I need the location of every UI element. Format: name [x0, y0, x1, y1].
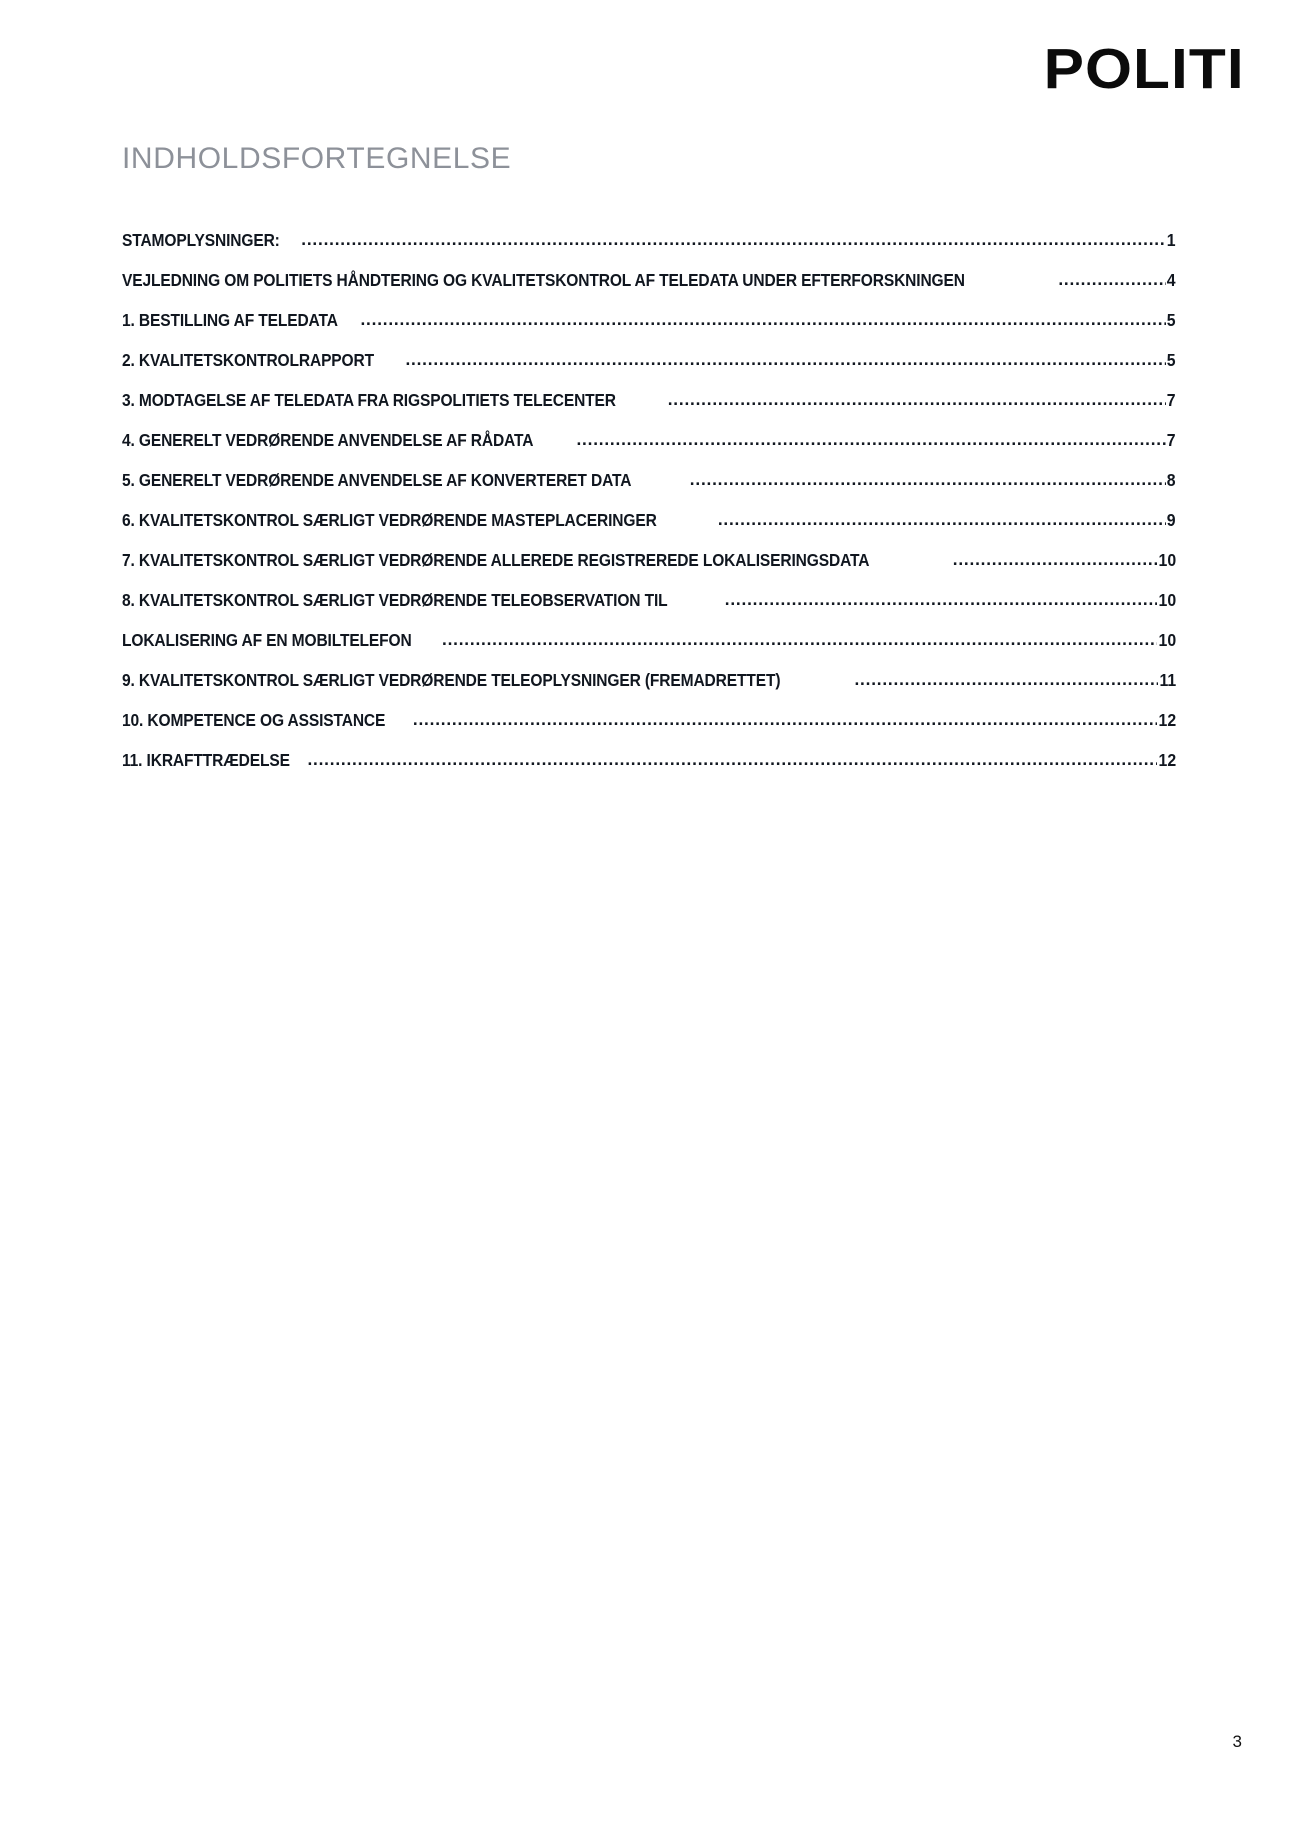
toc-entry[interactable] [122, 430, 1176, 470]
toc-entry-page-number: 8 [1167, 470, 1176, 490]
toc-entry-page-number: 7 [1167, 430, 1176, 450]
toc-dot-leader [854, 670, 1157, 690]
toc-entry[interactable] [122, 230, 1176, 270]
toc-dot-leader [301, 230, 1166, 250]
toc-entry-page-number: 9 [1167, 510, 1176, 530]
toc-entry-title: 7. KVALITETSKONTROL SÆRLIGT VEDRØRENDE ALLEREDE REGISTREREDE LOKALISERINGSDATA [122, 550, 870, 570]
toc-entry[interactable] [122, 270, 1176, 310]
toc-entry-page-number: 1 [1167, 230, 1176, 250]
toc-entry-title: 6. KVALITETSKONTROL SÆRLIGT VEDRØRENDE MASTEPLACERINGER [122, 510, 657, 530]
toc-dot-leader [668, 390, 1167, 410]
toc-entry-title: 11. IKRAFTTRÆDELSE [122, 750, 290, 770]
toc-entry-title: 9. KVALITETSKONTROL SÆRLIGT VEDRØRENDE TELEOPLYSNINGER (FREMADRETTET) [122, 670, 781, 690]
toc-entry-page-number: 12 [1158, 710, 1176, 730]
toc-dot-leader [413, 710, 1157, 730]
page-title: INDHOLDSFORTEGNELSE [122, 142, 512, 175]
politi-logo [1043, 36, 1245, 101]
toc-entry[interactable] [122, 350, 1176, 390]
toc-entry-page-number: 12 [1158, 750, 1176, 770]
toc-entry[interactable] [122, 310, 1176, 350]
toc-dot-leader [307, 750, 1156, 770]
toc-entry[interactable] [122, 390, 1176, 430]
toc-entry[interactable] [122, 710, 1176, 750]
toc-entry[interactable] [122, 630, 1176, 670]
toc-dot-leader [953, 550, 1157, 570]
toc-dot-leader [442, 630, 1157, 650]
toc-dot-leader [1058, 270, 1166, 290]
toc-entry-page-number: 10 [1158, 630, 1176, 650]
politi-logo-text: POLITI [1043, 36, 1245, 101]
toc-entry-page-number: 7 [1167, 390, 1176, 410]
toc-entry[interactable] [122, 750, 1176, 790]
toc-entry-title: 10. KOMPETENCE OG ASSISTANCE [122, 710, 386, 730]
toc-entry-page-number: 5 [1167, 350, 1176, 370]
toc-entry-page-number: 10 [1158, 590, 1176, 610]
toc-dot-leader [360, 310, 1166, 330]
toc-entry[interactable] [122, 550, 1176, 590]
toc-entry-title: 5. GENERELT VEDRØRENDE ANVENDELSE AF KONVERTERET DATA [122, 470, 632, 490]
toc-entry-page-number: 10 [1158, 550, 1176, 570]
toc-entry-page-number: 4 [1167, 270, 1176, 290]
toc-entry-title: STAMOPLYSNINGER: [122, 230, 280, 250]
toc-dot-leader [690, 470, 1167, 490]
toc-entry-title: VEJLEDNING OM POLITIETS HÅNDTERING OG KVALITETSKONTROL AF TELEDATA UNDER EFTERFORSKNINGEN [122, 270, 965, 290]
toc-entry-page-number: 11 [1159, 670, 1176, 690]
toc-entry-title: LOKALISERING AF EN MOBILTELEFON [122, 630, 412, 650]
toc-entry-title: 3. MODTAGELSE AF TELEDATA FRA RIGSPOLITIETS TELECENTER [122, 390, 616, 410]
toc-entry[interactable] [122, 470, 1176, 510]
toc-entry[interactable] [122, 670, 1176, 710]
toc-dot-leader [576, 430, 1166, 450]
toc-entry-title: 8. KVALITETSKONTROL SÆRLIGT VEDRØRENDE TELEOBSERVATION TIL [122, 590, 668, 610]
toc-entry[interactable] [122, 510, 1176, 550]
toc-entry-page-number: 5 [1167, 310, 1176, 330]
toc-entry[interactable] [122, 590, 1176, 630]
table-of-contents [122, 230, 1176, 790]
toc-entry-title: 1. BESTILLING AF TELEDATA [122, 310, 338, 330]
toc-dot-leader [718, 510, 1167, 530]
toc-dot-leader [725, 590, 1157, 610]
footer-page-number: 3 [1232, 1732, 1242, 1751]
toc-dot-leader [405, 350, 1166, 370]
toc-entry-title: 4. GENERELT VEDRØRENDE ANVENDELSE AF RÅDATA [122, 430, 534, 450]
toc-entry-title: 2. KVALITETSKONTROLRAPPORT [122, 350, 374, 370]
